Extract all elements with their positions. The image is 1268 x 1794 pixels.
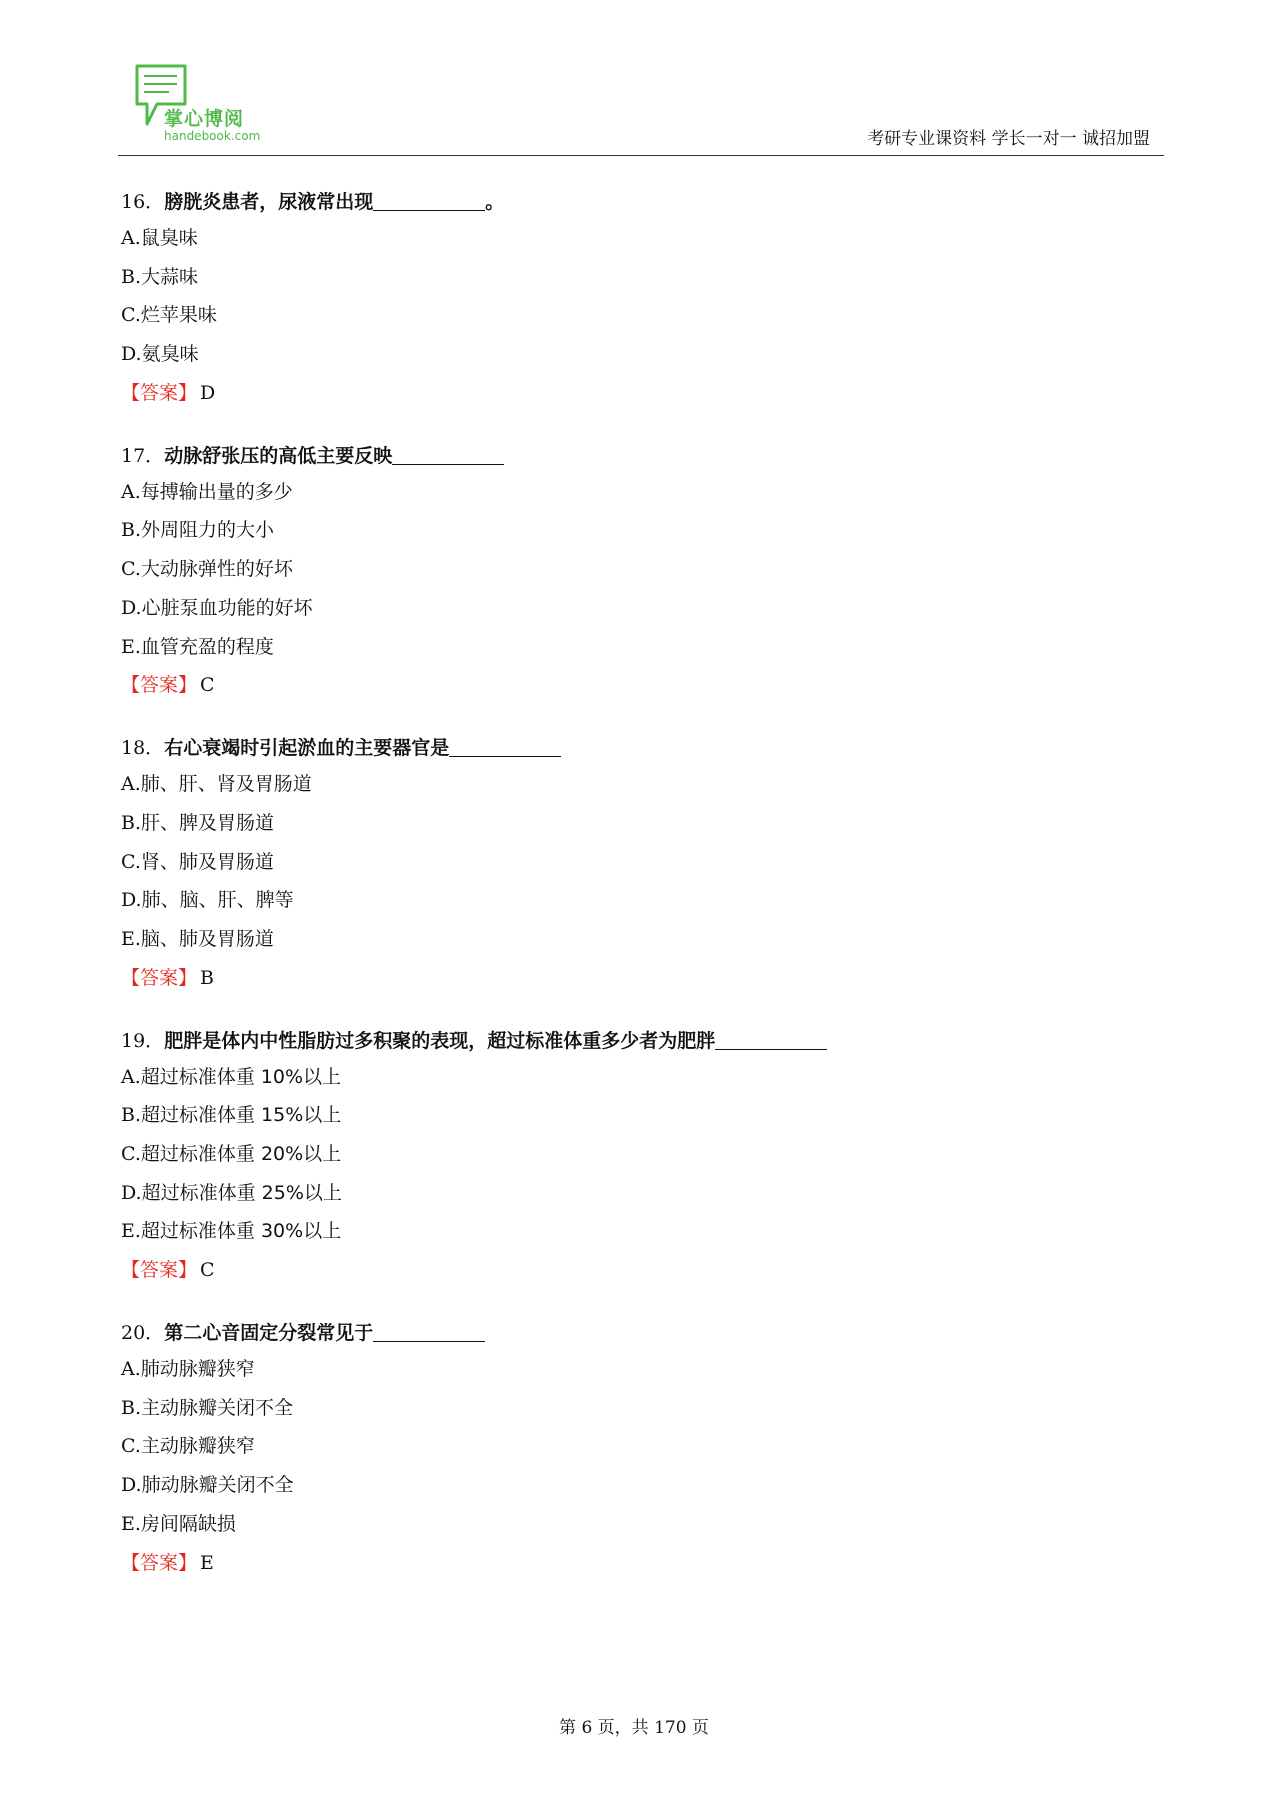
option-letter: A. xyxy=(121,480,141,503)
option-text: 肺动脉瓣关闭不全 xyxy=(141,1474,294,1497)
option-text: 肾、肺及胃肠道 xyxy=(140,850,274,873)
answer-blank xyxy=(449,736,561,757)
option-letter: D. xyxy=(121,889,142,912)
answer-blank xyxy=(392,444,504,465)
option-a xyxy=(121,219,1121,258)
question-tail: 。 xyxy=(485,191,505,213)
option-text: 超过标准体重 20%以上 xyxy=(140,1143,342,1165)
option-letter: B. xyxy=(121,519,142,542)
answer-line xyxy=(121,1251,1121,1289)
question-number: 16． xyxy=(121,191,165,213)
option-a xyxy=(121,765,1121,804)
option-b xyxy=(121,511,1121,550)
question-20 xyxy=(121,1316,1121,1581)
option-letter: E. xyxy=(121,1220,141,1243)
option-c xyxy=(121,296,1121,335)
option-b xyxy=(121,1096,1121,1135)
option-letter: D. xyxy=(121,1474,142,1497)
option-letter: B. xyxy=(121,265,142,288)
question-stem: 右心衰竭时引起淤血的主要器官是 xyxy=(164,737,450,760)
question-list xyxy=(121,185,1121,1609)
option-text: 血管充盈的程度 xyxy=(140,635,274,658)
option-text: 烂苹果味 xyxy=(140,304,217,327)
option-a xyxy=(121,1058,1121,1097)
option-text: 脑、肺及胃肠道 xyxy=(140,927,274,950)
option-text: 氨臭味 xyxy=(141,343,199,366)
option-letter: A. xyxy=(121,227,141,249)
option-d xyxy=(121,589,1121,628)
answer-label: 【答案】 xyxy=(121,1551,198,1574)
option-text: 肝、脾及胃肠道 xyxy=(141,811,275,834)
option-text: 超过标准体重 10%以上 xyxy=(140,1065,342,1088)
option-c xyxy=(121,1135,1121,1174)
option-text: 肺、脑、肝、脾等 xyxy=(141,889,294,912)
option-e xyxy=(121,920,1121,959)
option-text: 超过标准体重 15%以上 xyxy=(141,1104,342,1127)
answer-label: 【答案】 xyxy=(121,966,198,989)
option-text: 大蒜味 xyxy=(141,265,199,288)
option-letter: B. xyxy=(121,1104,142,1127)
question-title xyxy=(121,185,1121,219)
option-text: 房间隔缺损 xyxy=(140,1512,236,1535)
answer-label: 【答案】 xyxy=(121,1259,198,1282)
answer-blank xyxy=(715,1029,827,1050)
option-text: 超过标准体重 25%以上 xyxy=(141,1181,342,1204)
option-letter: B. xyxy=(121,1396,142,1419)
option-e xyxy=(121,628,1121,667)
option-d xyxy=(121,881,1121,920)
question-number: 18． xyxy=(121,737,165,760)
question-stem: 第二心音固定分裂常见于 xyxy=(164,1322,374,1345)
option-letter: D. xyxy=(121,343,142,366)
option-letter: C. xyxy=(121,1435,141,1458)
option-b xyxy=(121,1389,1121,1428)
option-text: 主动脉瓣关闭不全 xyxy=(141,1396,294,1419)
option-letter: D. xyxy=(121,596,142,619)
question-number: 17． xyxy=(121,444,165,467)
question-title xyxy=(121,439,1121,473)
answer-value: E xyxy=(200,1551,214,1574)
question-stem: 肥胖是体内中性脂肪过多积聚的表现，超过标准体重多少者为肥胖 xyxy=(164,1029,716,1052)
answer-blank xyxy=(373,1321,485,1342)
option-d xyxy=(121,1466,1121,1505)
option-letter: C. xyxy=(121,850,141,873)
question-17 xyxy=(121,439,1121,704)
option-text: 肺动脉瓣狭窄 xyxy=(140,1358,255,1381)
answer-line xyxy=(121,374,1121,412)
option-letter: C. xyxy=(121,558,141,581)
option-text: 每搏输出量的多少 xyxy=(140,480,293,503)
option-text: 主动脉瓣狭窄 xyxy=(140,1435,255,1458)
option-d xyxy=(121,335,1121,374)
answer-line xyxy=(121,959,1121,997)
option-text: 超过标准体重 30%以上 xyxy=(140,1220,342,1243)
answer-line xyxy=(121,1544,1121,1582)
page-header xyxy=(118,60,1164,156)
option-text: 心脏泵血功能的好坏 xyxy=(141,596,313,619)
option-b xyxy=(121,258,1121,297)
question-18 xyxy=(121,731,1121,996)
option-c xyxy=(121,843,1121,882)
question-title xyxy=(121,1316,1121,1350)
page-footer: 第 6 页，共 170 页 xyxy=(559,1718,709,1738)
answer-line xyxy=(121,666,1121,704)
logo-name: 掌心博阅 xyxy=(164,108,245,130)
question-16 xyxy=(121,185,1121,412)
option-letter: A. xyxy=(121,1358,141,1381)
option-letter: A. xyxy=(121,1065,141,1088)
question-stem: 膀胱炎患者，尿液常出现 xyxy=(164,191,374,213)
question-number: 20． xyxy=(121,1322,165,1345)
logo-domain: handebook.com xyxy=(164,129,261,143)
question-number: 19． xyxy=(121,1029,165,1052)
header-slogan: 考研专业课资料 学长一对一 诚招加盟 xyxy=(867,129,1150,149)
option-letter: A. xyxy=(121,773,141,796)
option-a xyxy=(121,1350,1121,1389)
option-c xyxy=(121,1427,1121,1466)
option-text: 鼠臭味 xyxy=(140,227,198,249)
option-letter: E. xyxy=(121,927,141,950)
question-title xyxy=(121,1024,1121,1058)
option-letter: C. xyxy=(121,304,141,327)
option-letter: E. xyxy=(121,1512,141,1535)
option-text: 肺、肝、肾及胃肠道 xyxy=(140,773,312,796)
logo-text xyxy=(164,104,260,143)
option-text: 外周阻力的大小 xyxy=(141,519,275,542)
answer-blank xyxy=(373,190,485,211)
answer-label: 【答案】 xyxy=(121,381,198,404)
answer-label: 【答案】 xyxy=(121,674,198,697)
answer-value: B xyxy=(200,966,214,989)
option-letter: C. xyxy=(121,1143,141,1165)
answer-value: C xyxy=(200,674,215,697)
answer-value: C xyxy=(200,1259,215,1282)
question-title xyxy=(121,731,1121,765)
option-letter: D. xyxy=(121,1181,142,1204)
option-d xyxy=(121,1174,1121,1213)
option-a xyxy=(121,473,1121,512)
option-e xyxy=(121,1505,1121,1544)
option-c xyxy=(121,550,1121,589)
answer-value: D xyxy=(200,381,216,404)
option-e xyxy=(121,1212,1121,1251)
option-b xyxy=(121,804,1121,843)
option-letter: B. xyxy=(121,811,142,834)
question-19 xyxy=(121,1024,1121,1289)
option-letter: E. xyxy=(121,635,141,658)
question-stem: 动脉舒张压的高低主要反映 xyxy=(164,444,393,467)
option-text: 大动脉弹性的好坏 xyxy=(140,558,293,581)
